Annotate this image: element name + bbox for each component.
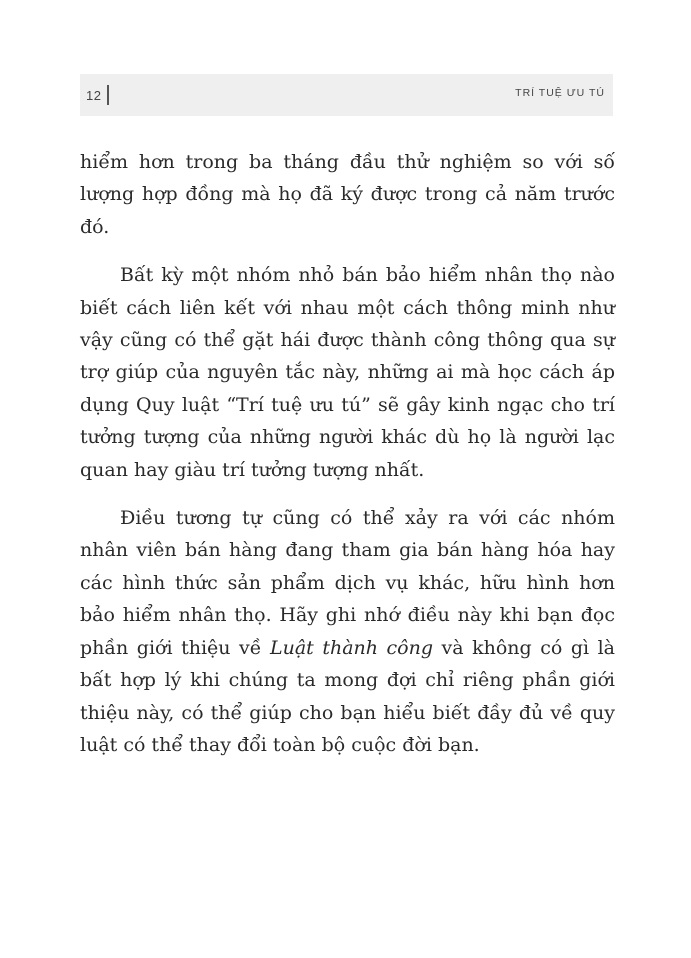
running-title: TRÍ TUỆ ƯU TÚ <box>515 87 605 99</box>
header-divider <box>107 85 109 105</box>
paragraph-text: và không có gì là bất hợp lý khi chúng ta mong đợi chỉ riêng phần giới thiệu này, có thể giúp cho bạn hiểu biết đầy đủ về quy luật có thể thay đổi toàn bộ cuộc đời bạn. <box>80 636 615 756</box>
paragraph: Bất kỳ một nhóm nhỏ bán bảo hiểm nhân thọ nào biết cách liên kết với nhau một cách thông minh như vậy cũng có thể gặt hái được thành công thông qua sự trợ giúp của nguyên tắc này, những ai mà học cách áp dụng Quy luật “Trí tuệ ưu tú” sẽ gây kinh ngạc cho trí tưởng tượng của những người khác dù họ là người lạc quan hay giàu trí tưởng tượng nhất. <box>80 264 615 481</box>
page-body <box>80 146 615 777</box>
running-header <box>80 74 613 116</box>
paragraph-continued: hiểm hơn trong ba tháng đầu thử nghiệm so với số lượng hợp đồng mà họ đã ký được trong cả năm trước đó. <box>80 151 615 238</box>
paragraph-text: Điều tương tự cũng có thể xảy ra với các nhóm nhân viên bán hàng đang tham gia bán hàng hóa hay các hình thức sản phẩm dịch vụ khác, hữu hình hơn bảo hiểm nhân thọ. Hãy ghi nhớ điều này khi bạn đọc phần giới thiệu về <box>80 507 615 659</box>
italic-book-title: Luật thành công <box>269 636 433 659</box>
page-number: 12 <box>86 88 102 103</box>
paragraph <box>80 502 615 761</box>
